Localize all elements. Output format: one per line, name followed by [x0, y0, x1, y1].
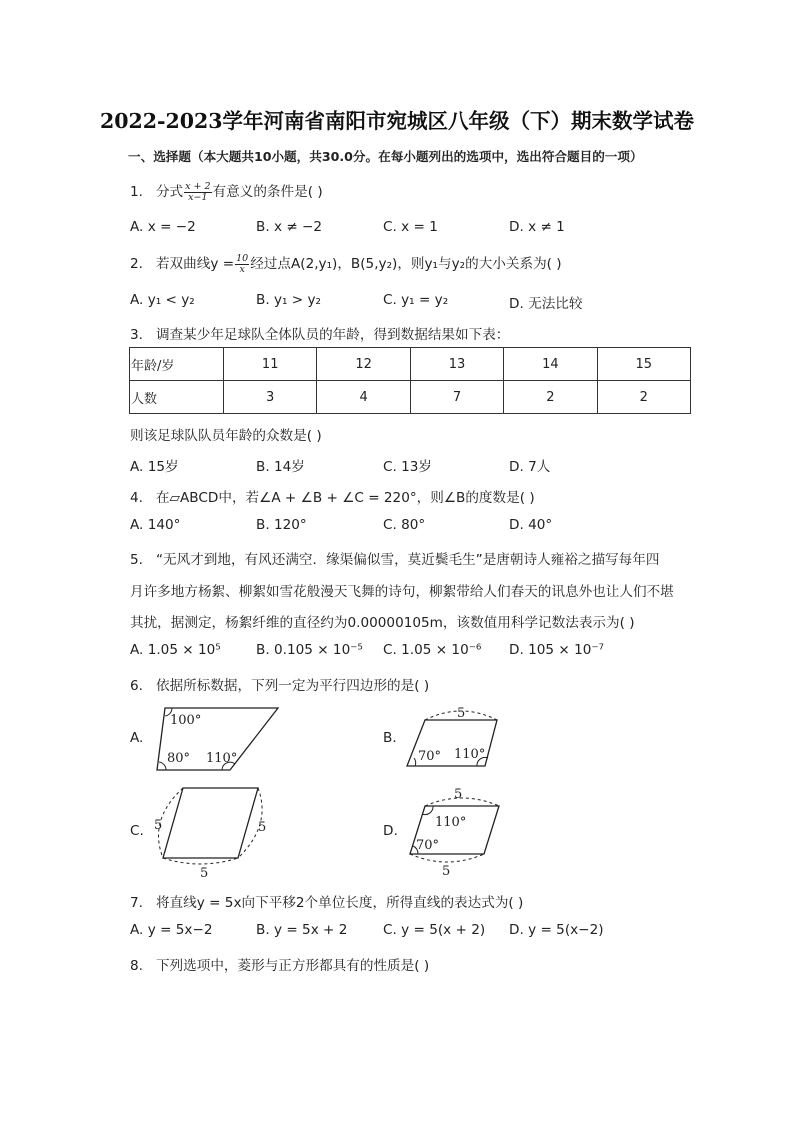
q3-option-c: C. 13岁	[383, 459, 433, 475]
q4-text: 在▱ABCD中，若∠A + ∠B + ∠C = 220°，则∠B的度数是( )	[155, 490, 535, 506]
q5-line1: “无风才到地，有风还满空．缘渠偏似雪，莫近鬓毛生”是唐朝诗人雍裕之描写每年四	[155, 552, 660, 568]
fig-d-side-bottom: 5	[442, 864, 451, 876]
question-6	[130, 674, 429, 694]
table-row	[130, 348, 691, 381]
figure-d	[404, 784, 504, 876]
q5-line3: 其扰，据测定，杨絮纤维的直径约为0.00000105m，该数值用科学记数法表示为( )	[130, 615, 635, 631]
q1-option-b: B. x ≠ −2	[256, 219, 323, 235]
q3-after: 则该足球队队员年龄的众数是( )	[130, 428, 322, 444]
q2-option-c: C. y₁ = y₂	[383, 292, 449, 308]
q2-post: 经过点A(2,y₁)，B(5,y₂)，则y₁与y₂的大小关系为( )	[250, 256, 562, 272]
q3-number: 3.	[130, 327, 143, 343]
q5-option-c: C. 1.05 × 10⁻⁶	[383, 642, 482, 658]
question-2	[130, 252, 562, 275]
exam-title: 2022-2023学年河南省南阳市宛城区八年级（下）期末数学试卷	[99, 109, 695, 133]
table-cell: 13	[410, 348, 503, 381]
q4-option-b: B. 120°	[256, 517, 307, 533]
q2-fraction: $\frac{10}{x}$	[236, 252, 249, 275]
table-row	[130, 381, 691, 414]
q1-fraction: $\frac{x + 2}{x-1}$	[185, 180, 211, 203]
fig-b-side-5: 5	[457, 706, 466, 721]
q7-text: 将直线y = 5x向下平移2个单位长度，所得直线的表达式为( )	[155, 895, 524, 911]
q2-option-d: D. 无法比较	[509, 296, 583, 312]
q7-option-d: D. y = 5(x−2)	[509, 922, 604, 938]
section-heading: 一、选择题（本大题共10小题，共30.0分。在每小题列出的选项中，选出符合题目的一项）	[128, 149, 643, 164]
age-table	[129, 347, 691, 414]
figure-b	[402, 702, 502, 768]
q7-option-b: B. y = 5x + 2	[256, 922, 348, 938]
fig-d-angle-110: 110°	[435, 815, 467, 830]
figure-d-label: D.	[383, 823, 398, 839]
q2-option-a: A. y₁ < y₂	[130, 292, 195, 308]
q8-text: 下列选项中，菱形与正方形都具有的性质是( )	[155, 958, 430, 974]
q1-post: 有意义的条件是( )	[212, 184, 323, 200]
figure-a	[150, 700, 285, 778]
question-7	[130, 891, 523, 911]
fig-a-angle-100: 100°	[170, 713, 202, 728]
q3-text: 调查某少年足球队全体队员的年龄，得到数据结果如下表：	[155, 327, 510, 343]
q3-option-b: B. 14岁	[256, 459, 305, 475]
question-1	[130, 180, 323, 203]
figure-b-label: B.	[383, 730, 397, 746]
q8-number: 8.	[130, 958, 143, 974]
q6-number: 6.	[130, 678, 143, 694]
table-cell: 年龄/岁	[130, 348, 224, 381]
q5-option-d: D. 105 × 10⁻⁷	[509, 642, 605, 658]
q1-option-a: A. x = −2	[130, 219, 196, 235]
q5-option-a: A. 1.05 × 10⁵	[130, 642, 221, 658]
question-8	[130, 954, 429, 974]
q1-option-c: C. x = 1	[383, 219, 438, 235]
fig-a-angle-110: 110°	[206, 751, 238, 766]
figure-a-label: A.	[130, 730, 144, 746]
q1-pre: 分式	[155, 184, 184, 200]
q3-option-d: D. 7人	[509, 459, 551, 475]
table-cell: 人数	[130, 381, 224, 414]
q7-option-c: C. y = 5(x + 2)	[383, 922, 486, 938]
figure-c	[148, 780, 273, 880]
q5-number: 5.	[130, 552, 143, 568]
q4-number: 4.	[130, 490, 143, 506]
table-cell: 4	[317, 381, 410, 414]
q2-pre: 若双曲线y =	[155, 256, 235, 272]
q5-line2: 月许多地方杨絮、柳絮如雪花般漫天飞舞的诗句，柳絮带给人们春天的讯息外也让人们不堪	[130, 584, 674, 600]
table-cell: 3	[224, 381, 317, 414]
question-4	[130, 486, 535, 506]
fig-b-angle-70: 70°	[418, 749, 442, 764]
question-3	[130, 323, 509, 343]
q2-option-b: B. y₁ > y₂	[256, 292, 321, 308]
q3-option-a: A. 15岁	[130, 459, 179, 475]
q2-number: 2.	[130, 256, 143, 272]
fig-c-side-left: 5	[154, 818, 163, 833]
fig-c-side-bottom: 5	[200, 866, 209, 880]
q5-option-b: B. 0.105 × 10⁻⁵	[256, 642, 363, 658]
table-cell: 2	[504, 381, 597, 414]
q4-option-d: D. 40°	[509, 517, 553, 533]
q4-option-a: A. 140°	[130, 517, 181, 533]
q1-number: 1.	[130, 184, 143, 200]
table-cell: 2	[597, 381, 690, 414]
table-cell: 15	[597, 348, 690, 381]
fig-c-side-right: 5	[258, 820, 267, 835]
figure-c-label: C.	[130, 823, 144, 839]
fig-d-side-top: 5	[454, 787, 463, 802]
fig-a-angle-80: 80°	[167, 751, 191, 766]
table-cell: 11	[224, 348, 317, 381]
q1-option-d: D. x ≠ 1	[509, 219, 565, 235]
table-cell: 14	[504, 348, 597, 381]
q7-option-a: A. y = 5x−2	[130, 922, 213, 938]
q7-number: 7.	[130, 895, 143, 911]
table-cell: 7	[410, 381, 503, 414]
fig-d-angle-70: 70°	[416, 838, 440, 853]
q6-text: 依据所标数据，下列一定为平行四边形的是( )	[155, 678, 430, 694]
question-5	[130, 548, 659, 568]
table-cell: 12	[317, 348, 410, 381]
fig-b-angle-110: 110°	[454, 747, 486, 762]
q4-option-c: C. 80°	[383, 517, 426, 533]
